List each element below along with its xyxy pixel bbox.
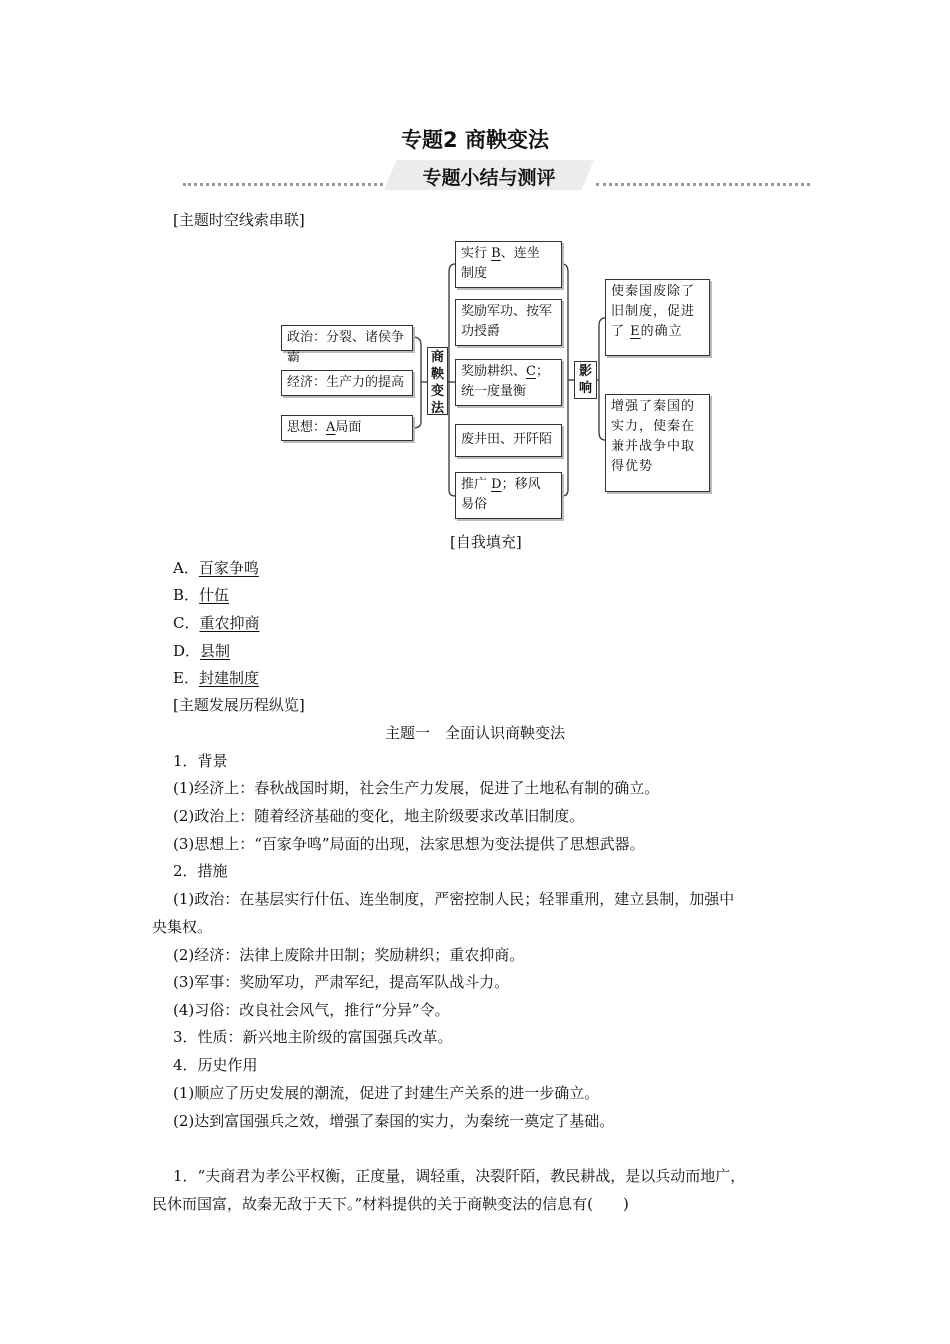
impact-abolish-old-system: 使秦国废除了 旧制度，促进 了 E的确立 (605, 279, 710, 356)
text-line: (2)政治上：随着经济基础的变化，地主阶级要求改革旧制度。 (173, 807, 585, 825)
question-stem-cont: 民休而国富，故秦无敌于天下。”材料提供的关于商鞅变法的信息有( ) (152, 1195, 629, 1213)
measure-agriculture: 奖励耕织、C； 统一度量衡 (455, 359, 562, 406)
center-node-reform: 商鞅变法 (427, 347, 448, 415)
topic-title: 主题一 全面认识商鞅变法 (384, 724, 565, 742)
blank-a: A (326, 420, 336, 435)
text-line: 3．性质：新兴地主阶级的富国强兵改革。 (173, 1028, 453, 1046)
question-stem: 1．“夫商君为孝公平权衡，正度量，调轻重，决裂阡陌，教民耕战，是以兵动而地广， (173, 1167, 746, 1185)
blank-c: C (526, 364, 536, 379)
text-line: (1)政治：在基层实行什伍、连坐制度，严密控制人民；轻罪重刑，建立县制，加强中 (173, 890, 735, 908)
text-line: (2)经济：法律上废除井田制；奖励耕织；重农抑商。 (173, 946, 525, 964)
section-label-development: [主题发展历程纵览] (173, 696, 305, 714)
text-line: (2)达到富国强兵之效，增强了秦国的实力，为秦统一奠定了基础。 (173, 1112, 615, 1130)
measure-military-merit: 奖励军功、按军 功授爵 (455, 299, 562, 346)
text-line: (1)经济上：春秋战国时期，社会生产力发展，促进了土地私有制的确立。 (173, 779, 660, 797)
context-politics: 政治：分裂、诸侯争霸 (281, 325, 413, 351)
impact-strengthen-qin: 增强了秦国的 实力，使秦在 兼并战争中取 得优势 (605, 394, 710, 492)
impact-node: 影响 (574, 361, 597, 399)
text-line: (4)习俗：改良社会风气，推行“分异”令。 (173, 1001, 450, 1019)
text-line: (3)军事：奖励军功，严肃军纪，提高军队战斗力。 (173, 973, 510, 991)
section-label-timeline: [主题时空线索串联] (173, 211, 305, 229)
answer-b: B．什伍 (173, 586, 230, 604)
page-title: 专题2 商鞅变法 (401, 128, 549, 152)
section-label-selffill: [自我填充] (450, 533, 522, 551)
blank-b: B (491, 246, 501, 261)
answer-c: C．重农抑商 (173, 614, 260, 632)
heading-impact: 4．历史作用 (173, 1056, 258, 1074)
heading-background: 1．背景 (173, 752, 228, 770)
text-line: 央集权。 (152, 918, 213, 936)
heading-measures: 2．措施 (173, 862, 228, 880)
measure-county: 推广 D；移风 易俗 (455, 472, 562, 519)
text-line: (1)顺应了历史发展的潮流，促进了封建生产关系的进一步确立。 (173, 1084, 600, 1102)
context-thought: 思想：A局面 (281, 415, 413, 441)
section-banner: 专题小结与测评 (422, 167, 556, 189)
measure-land: 废井田、开阡陌 (455, 424, 562, 457)
measure-shiwu: 实行 B、连坐 制度 (455, 241, 562, 288)
context-economy: 经济：生产力的提高 (281, 370, 413, 396)
blank-e: E (630, 324, 641, 339)
answer-a: A．百家争鸣 (173, 559, 259, 577)
answer-d: D．县制 (173, 642, 231, 660)
answer-e: E．封建制度 (173, 669, 259, 687)
text-line: (3)思想上：“百家争鸣”局面的出现，法家思想为变法提供了思想武器。 (173, 835, 645, 853)
blank-d: D (491, 477, 502, 492)
